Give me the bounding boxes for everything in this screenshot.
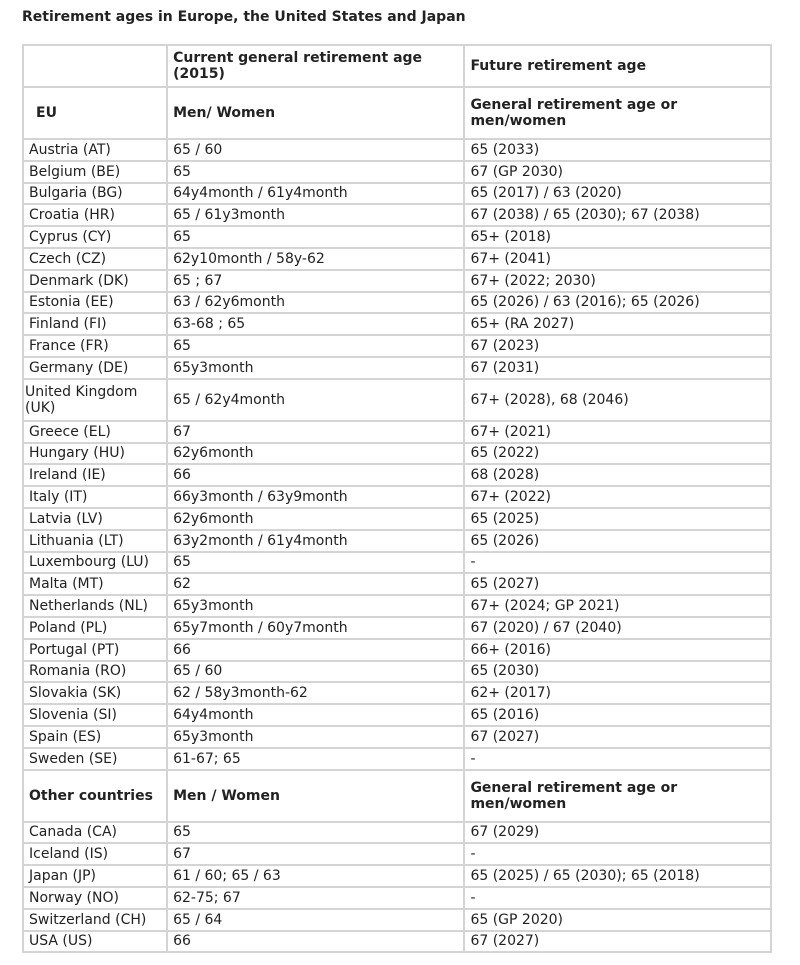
current-age-cell: 65 / 60 — [167, 661, 464, 683]
table-row — [23, 248, 771, 270]
table-row — [23, 313, 771, 335]
current-age-cell: 65 — [167, 822, 464, 844]
country-cell: Switzerland (CH) — [23, 909, 167, 931]
current-age-cell: 65 — [167, 161, 464, 183]
current-age-cell: 65 / 64 — [167, 909, 464, 931]
table-row — [23, 357, 771, 379]
future-age-cell: 67 (GP 2030) — [464, 161, 771, 183]
future-age-cell: 67+ (2022; 2030) — [464, 270, 771, 292]
header-current: Current general retirement age (2015) — [167, 45, 464, 87]
country-cell: Spain (ES) — [23, 726, 167, 748]
country-cell: Lithuania (LT) — [23, 530, 167, 552]
current-age-cell: 64y4month / 61y4month — [167, 183, 464, 205]
eu-current-header: Men/ Women — [167, 87, 464, 139]
table-row — [23, 226, 771, 248]
future-age-cell: 67 (2038) / 65 (2030); 67 (2038) — [464, 204, 771, 226]
table-row — [23, 573, 771, 595]
future-age-cell: 67+ (2028), 68 (2046) — [464, 379, 771, 421]
table-row — [23, 379, 771, 421]
table-row — [23, 617, 771, 639]
future-age-cell: 67 (2027) — [464, 726, 771, 748]
future-age-cell: 65 (2016) — [464, 704, 771, 726]
current-age-cell: 62 / 58y3month-62 — [167, 682, 464, 704]
future-age-cell: 67+ (2041) — [464, 248, 771, 270]
future-age-cell: 67 (2031) — [464, 357, 771, 379]
eu-rows — [23, 139, 771, 770]
country-cell: Estonia (EE) — [23, 292, 167, 314]
future-age-cell: - — [464, 552, 771, 574]
table-row — [23, 682, 771, 704]
other-label: Other countries — [23, 770, 167, 822]
current-age-cell: 62y6month — [167, 443, 464, 465]
current-age-cell: 65 / 61y3month — [167, 204, 464, 226]
eu-label: EU — [23, 87, 167, 139]
table-row — [23, 270, 771, 292]
table-row — [23, 421, 771, 443]
table-row — [23, 704, 771, 726]
current-age-cell: 65y3month — [167, 595, 464, 617]
table-row — [23, 161, 771, 183]
header-empty-cell — [23, 45, 167, 87]
current-age-cell: 61 / 60; 65 / 63 — [167, 865, 464, 887]
table-row — [23, 139, 771, 161]
future-age-cell: 65 (2026) / 63 (2016); 65 (2026) — [464, 292, 771, 314]
other-rows — [23, 822, 771, 953]
country-cell: Malta (MT) — [23, 573, 167, 595]
country-cell: Portugal (PT) — [23, 639, 167, 661]
table-row — [23, 335, 771, 357]
country-cell: Iceland (IS) — [23, 843, 167, 865]
country-cell: Latvia (LV) — [23, 508, 167, 530]
page-title: Retirement ages in Europe, the United States and Japan — [22, 9, 466, 25]
country-cell: Sweden (SE) — [23, 748, 167, 770]
future-age-cell: 68 (2028) — [464, 464, 771, 486]
current-age-cell: 66 — [167, 931, 464, 953]
current-age-cell: 61-67; 65 — [167, 748, 464, 770]
country-cell: Cyprus (CY) — [23, 226, 167, 248]
table-row — [23, 726, 771, 748]
table-row — [23, 464, 771, 486]
current-age-cell: 63 / 62y6month — [167, 292, 464, 314]
future-age-cell: 67 (2023) — [464, 335, 771, 357]
future-age-cell: 65+ (2018) — [464, 226, 771, 248]
current-age-cell: 65 / 62y4month — [167, 379, 464, 421]
country-cell: Ireland (IE) — [23, 464, 167, 486]
table-row — [23, 204, 771, 226]
current-age-cell: 67 — [167, 421, 464, 443]
current-age-cell: 65 — [167, 552, 464, 574]
current-age-cell: 66 — [167, 639, 464, 661]
country-cell: Belgium (BE) — [23, 161, 167, 183]
table-row — [23, 552, 771, 574]
table-row — [23, 595, 771, 617]
future-age-cell: 65 (2026) — [464, 530, 771, 552]
current-age-cell: 66y3month / 63y9month — [167, 486, 464, 508]
future-age-cell: 65 (2033) — [464, 139, 771, 161]
country-cell: Canada (CA) — [23, 822, 167, 844]
header-future: Future retirement age — [464, 45, 771, 87]
future-age-cell: 65 (2030) — [464, 661, 771, 683]
future-age-cell: 67+ (2022) — [464, 486, 771, 508]
country-cell: Hungary (HU) — [23, 443, 167, 465]
eu-subheader-row — [23, 87, 771, 139]
future-age-cell: 67+ (2024; GP 2021) — [464, 595, 771, 617]
future-age-cell: 65 (2017) / 63 (2020) — [464, 183, 771, 205]
current-age-cell: 62y6month — [167, 508, 464, 530]
current-age-cell: 66 — [167, 464, 464, 486]
future-age-cell: 62+ (2017) — [464, 682, 771, 704]
country-cell: Netherlands (NL) — [23, 595, 167, 617]
future-age-cell: 67+ (2021) — [464, 421, 771, 443]
table-row — [23, 183, 771, 205]
header-row — [23, 45, 771, 87]
current-age-cell: 65 — [167, 226, 464, 248]
table-row — [23, 486, 771, 508]
current-age-cell: 64y4month — [167, 704, 464, 726]
future-age-cell: 65 (2025) — [464, 508, 771, 530]
future-age-cell: 65+ (RA 2027) — [464, 313, 771, 335]
country-cell: Denmark (DK) — [23, 270, 167, 292]
current-age-cell: 62-75; 67 — [167, 887, 464, 909]
current-age-cell: 65y3month — [167, 357, 464, 379]
current-age-cell: 62y10month / 58y-62 — [167, 248, 464, 270]
future-age-cell: - — [464, 748, 771, 770]
country-cell: Czech (CZ) — [23, 248, 167, 270]
table-row — [23, 530, 771, 552]
table-row — [23, 822, 771, 844]
current-age-cell: 65 — [167, 335, 464, 357]
current-age-cell: 62 — [167, 573, 464, 595]
country-cell: Croatia (HR) — [23, 204, 167, 226]
table-row — [23, 865, 771, 887]
future-age-cell: 66+ (2016) — [464, 639, 771, 661]
country-cell: USA (US) — [23, 931, 167, 953]
country-cell: Poland (PL) — [23, 617, 167, 639]
current-age-cell: 65y7month / 60y7month — [167, 617, 464, 639]
country-cell: Austria (AT) — [23, 139, 167, 161]
table-row — [23, 292, 771, 314]
current-age-cell: 65y3month — [167, 726, 464, 748]
other-future-header: General retirement age or men/women — [464, 770, 771, 822]
current-age-cell: 65 ; 67 — [167, 270, 464, 292]
table-row — [23, 843, 771, 865]
country-cell: France (FR) — [23, 335, 167, 357]
future-age-cell: - — [464, 843, 771, 865]
other-subheader-row — [23, 770, 771, 822]
table-row — [23, 639, 771, 661]
other-current-header: Men / Women — [167, 770, 464, 822]
country-cell: Japan (JP) — [23, 865, 167, 887]
country-cell: Bulgaria (BG) — [23, 183, 167, 205]
table-row — [23, 661, 771, 683]
future-age-cell: 65 (GP 2020) — [464, 909, 771, 931]
country-cell: Norway (NO) — [23, 887, 167, 909]
table-row — [23, 931, 771, 953]
table-row — [23, 748, 771, 770]
current-age-cell: 63-68 ; 65 — [167, 313, 464, 335]
future-age-cell: 67 (2029) — [464, 822, 771, 844]
future-age-cell: 67 (2020) / 67 (2040) — [464, 617, 771, 639]
country-cell: Luxembourg (LU) — [23, 552, 167, 574]
future-age-cell: 65 (2027) — [464, 573, 771, 595]
future-age-cell: - — [464, 887, 771, 909]
table-row — [23, 909, 771, 931]
current-age-cell: 63y2month / 61y4month — [167, 530, 464, 552]
current-age-cell: 67 — [167, 843, 464, 865]
country-cell: Slovenia (SI) — [23, 704, 167, 726]
eu-future-header: General retirement age or men/women — [464, 87, 771, 139]
table-row — [23, 887, 771, 909]
country-cell: Greece (EL) — [23, 421, 167, 443]
country-cell: Germany (DE) — [23, 357, 167, 379]
country-cell: Slovakia (SK) — [23, 682, 167, 704]
country-cell: Italy (IT) — [23, 486, 167, 508]
table-row — [23, 443, 771, 465]
future-age-cell: 67 (2027) — [464, 931, 771, 953]
retirement-table — [22, 44, 772, 953]
table-row — [23, 508, 771, 530]
future-age-cell: 65 (2025) / 65 (2030); 65 (2018) — [464, 865, 771, 887]
current-age-cell: 65 / 60 — [167, 139, 464, 161]
country-cell: United Kingdom (UK) — [23, 379, 167, 421]
country-cell: Finland (FI) — [23, 313, 167, 335]
future-age-cell: 65 (2022) — [464, 443, 771, 465]
country-cell: Romania (RO) — [23, 661, 167, 683]
